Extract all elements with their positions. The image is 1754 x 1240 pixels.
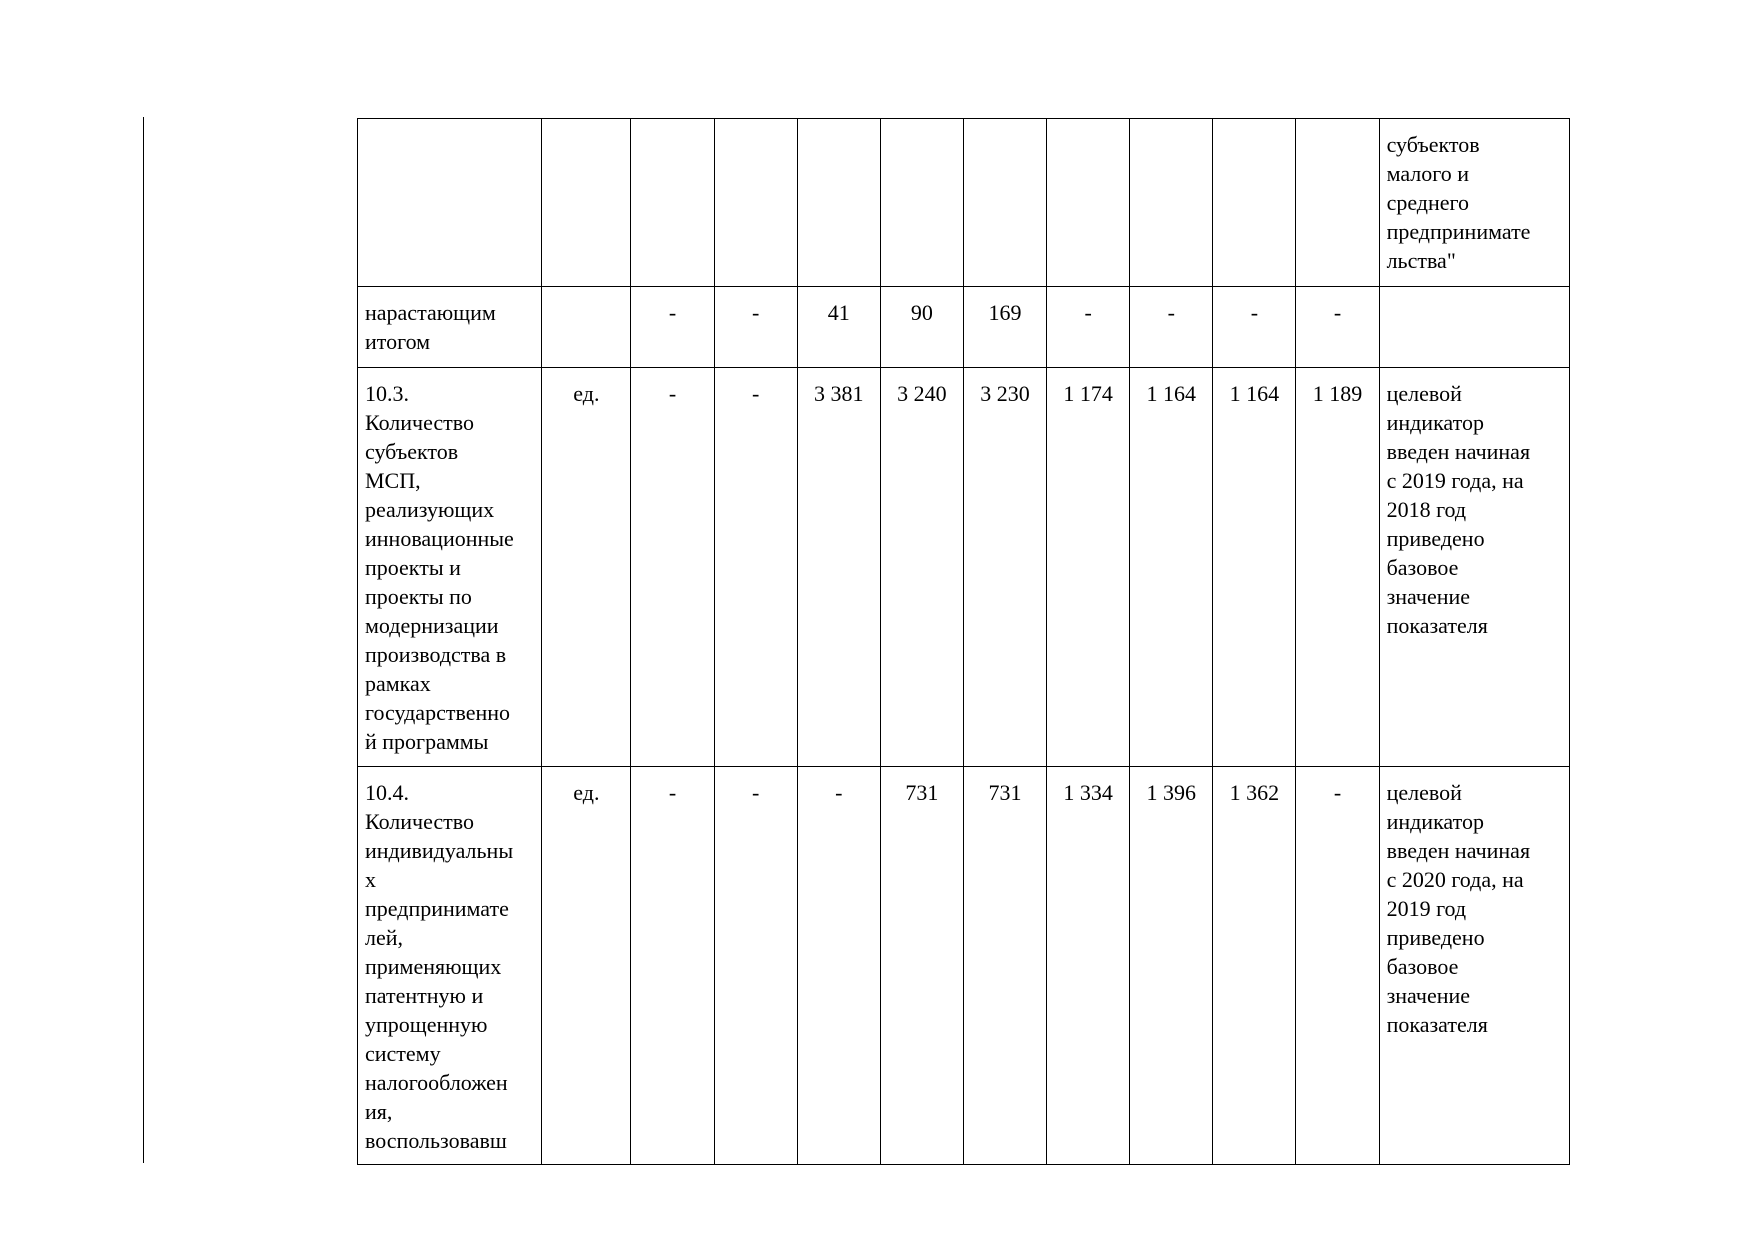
value-cell: - <box>1296 287 1379 368</box>
value-cell: - <box>714 368 797 767</box>
value-cell: 3 381 <box>797 368 880 767</box>
value-cell: 731 <box>963 767 1046 1165</box>
table-row <box>358 119 1570 287</box>
value-cell: 169 <box>963 287 1046 368</box>
note-cell <box>1379 287 1569 368</box>
value-cell: - <box>797 767 880 1165</box>
table-row <box>358 287 1570 368</box>
indicator-name-cell: 10.3. Количество субъектов МСП, реализующих инновационные проекты и проекты по модернизации производства в рамках государственно й программы <box>358 368 542 767</box>
value-cell: 41 <box>797 287 880 368</box>
indicator-name-cell: 10.4. Количество индивидуальны х предпринимате лей, применяющих патентную и упрощенную систему налогообложен ия, воспользовавш <box>358 767 542 1165</box>
value-cell <box>631 119 714 287</box>
value-cell <box>1296 119 1379 287</box>
value-cell: - <box>1296 767 1379 1165</box>
left-margin-line <box>143 117 144 1163</box>
table-row <box>358 368 1570 767</box>
unit-cell: ед. <box>542 368 631 767</box>
table-row <box>358 767 1570 1165</box>
value-cell: 90 <box>880 287 963 368</box>
value-cell: - <box>714 767 797 1165</box>
value-cell: 1 164 <box>1130 368 1213 767</box>
value-cell: - <box>631 767 714 1165</box>
unit-cell <box>542 287 631 368</box>
value-cell: 1 189 <box>1296 368 1379 767</box>
note-cell: субъектов малого и среднего предпринимате льства" <box>1379 119 1569 287</box>
value-cell <box>797 119 880 287</box>
value-cell: - <box>631 368 714 767</box>
unit-cell <box>542 119 631 287</box>
value-cell: - <box>1130 287 1213 368</box>
indicator-name-cell <box>358 119 542 287</box>
value-cell <box>1130 119 1213 287</box>
indicator-name-cell: нарастающим итогом <box>358 287 542 368</box>
value-cell <box>714 119 797 287</box>
value-cell <box>963 119 1046 287</box>
value-cell: 1 334 <box>1047 767 1130 1165</box>
value-cell <box>880 119 963 287</box>
value-cell: - <box>714 287 797 368</box>
value-cell: - <box>631 287 714 368</box>
note-cell: целевой индикатор введен начиная с 2019 года, на 2018 год приведено базовое значение показателя <box>1379 368 1569 767</box>
value-cell: 1 174 <box>1047 368 1130 767</box>
value-cell: 731 <box>880 767 963 1165</box>
value-cell: 3 240 <box>880 368 963 767</box>
indicator-table <box>357 118 1570 1165</box>
value-cell <box>1213 119 1296 287</box>
value-cell: - <box>1213 287 1296 368</box>
value-cell: - <box>1047 287 1130 368</box>
value-cell: 1 396 <box>1130 767 1213 1165</box>
unit-cell: ед. <box>542 767 631 1165</box>
value-cell <box>1047 119 1130 287</box>
value-cell: 1 362 <box>1213 767 1296 1165</box>
note-cell: целевой индикатор введен начиная с 2020 года, на 2019 год приведено базовое значение показателя <box>1379 767 1569 1165</box>
value-cell: 1 164 <box>1213 368 1296 767</box>
value-cell: 3 230 <box>963 368 1046 767</box>
